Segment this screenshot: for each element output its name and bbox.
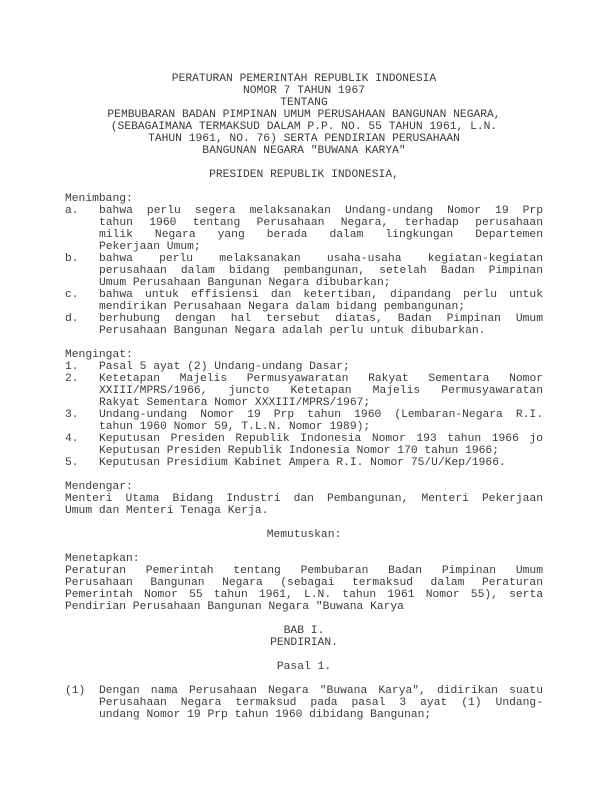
paragraph-text: Peraturan Pemerintah tentang Pembubaran Badan Pimpinan Umum — [65, 565, 543, 577]
item-text: Rakyat Sementara Nomor XXXIII/MPRS/1967; — [99, 397, 371, 409]
item-text: tahun 1960 Nomor 59, T.L.N. Nomor 1989); — [99, 421, 371, 433]
paragraph-text: Pendirian Perusahaan Bangunan Negara "Buwana Karya — [65, 601, 404, 613]
title-line-text: PERATURAN PEMERINTAH REPUBLIK INDONESIA — [171, 73, 437, 85]
title-line-text: NOMOR 7 TAHUN 1967 — [242, 85, 366, 97]
title-line — [65, 121, 543, 133]
salutation-line — [65, 169, 543, 181]
item-marker: 2. — [65, 373, 79, 385]
item-text: bahwa perlu segera melaksanakan Undang-undang Nomor 19 Prp — [99, 205, 543, 217]
list-item-line — [65, 229, 543, 241]
title-line — [65, 85, 543, 97]
title-line — [65, 73, 543, 85]
list-item-line — [65, 685, 543, 697]
blank-line — [65, 469, 543, 481]
title-line — [65, 109, 543, 121]
decision-heading-text: Memutuskan: — [266, 529, 342, 541]
item-marker: d. — [65, 313, 79, 325]
item-marker: 3. — [65, 409, 79, 421]
article-heading-text: Pasal 1. — [276, 661, 332, 673]
list-item-line — [65, 433, 543, 445]
item-text: Perusahaan Negara termaksud pada pasal 3 ayat (1) Undang- — [99, 697, 543, 709]
paragraph-text: Pemerintah Nomor 55 tahun 1961, L.N. tahun 1961 Nomor 55), serta — [65, 589, 543, 601]
item-marker: 5. — [65, 457, 79, 469]
item-text: milik Negara yang berada dalam lingkungan Departemen — [99, 229, 543, 241]
item-text: tahun 1960 tentang Perusahaan Negara, terhadap perusahaan — [99, 217, 543, 229]
item-text: Umum Perusahaan Bangunan Negara dibubarkan; — [99, 277, 391, 289]
section-label — [65, 553, 543, 565]
chapter-heading-line-text: BAB I. — [283, 625, 325, 637]
paragraph-line — [65, 589, 543, 601]
list-item-line — [65, 697, 543, 709]
list-item-line — [65, 385, 543, 397]
list-item-line — [65, 205, 543, 217]
paragraph-line — [65, 493, 543, 505]
blank-line — [65, 613, 543, 625]
item-marker: b. — [65, 253, 79, 265]
paragraph-line — [65, 601, 543, 613]
title-line — [65, 97, 543, 109]
section-label — [65, 349, 543, 361]
list-item-line — [65, 301, 543, 313]
item-marker: 1. — [65, 361, 79, 373]
item-text: bahwa perlu melaksanakan usaha-usaha kegiatan-kegiatan — [99, 253, 543, 265]
salutation-line-text: PRESIDEN REPUBLIK INDONESIA, — [209, 169, 399, 181]
section-label-text: Mengingat: — [65, 349, 133, 361]
section-label-text: Menimbang: — [65, 193, 133, 205]
item-text: Pasal 5 ayat (2) Undang-undang Dasar; — [99, 361, 350, 373]
item-marker: (1) — [65, 685, 86, 697]
article-heading — [65, 661, 543, 673]
list-item-line — [65, 241, 543, 253]
paragraph-line — [65, 577, 543, 589]
list-item-line — [65, 265, 543, 277]
item-text: Keputusan Presiden Republik Indonesia Nomor 170 tahun 1966; — [99, 445, 499, 457]
item-text: Ketetapan Majelis Permusyawaratan Rakyat Sementara Nomor — [99, 373, 543, 385]
blank-line — [65, 337, 543, 349]
blank-line — [65, 649, 543, 661]
item-text: Undang-undang Nomor 19 Prp tahun 1960 (Lembaran-Negara R.I. — [99, 409, 543, 421]
chapter-heading-line — [65, 625, 543, 637]
blank-line — [65, 541, 543, 553]
title-line — [65, 133, 543, 145]
list-item-line — [65, 409, 543, 421]
item-text: XXIII/MPRS/1966, juncto Ketetapan Majelis Permusyawaratan — [99, 385, 543, 397]
list-item-line — [65, 457, 543, 469]
list-item-line — [65, 361, 543, 373]
section-label — [65, 481, 543, 493]
blank-line — [65, 517, 543, 529]
list-item-line — [65, 289, 543, 301]
item-text: Dengan nama Perusahaan Negara "Buwana Karya", didirikan suatu — [99, 685, 543, 697]
list-item-line — [65, 373, 543, 385]
paragraph-text: Umum dan Menteri Tenaga Kerja. — [65, 505, 269, 517]
title-line-text: PEMBUBARAN BADAN PIMPINAN UMUM PERUSAHAAN BANGUNAN NEGARA, — [107, 109, 501, 121]
document-body — [65, 73, 543, 721]
paragraph-line — [65, 505, 543, 517]
list-item-line — [65, 709, 543, 721]
list-item-line — [65, 253, 543, 265]
list-item-line — [65, 313, 543, 325]
paragraph-line — [65, 565, 543, 577]
title-line-text: TAHUN 1961, NO. 76) SERTA PENDIRIAN PERUSAHAAN — [148, 133, 460, 145]
list-item-line — [65, 217, 543, 229]
blank-line — [65, 673, 543, 685]
item-marker: c. — [65, 289, 79, 301]
title-line-text: (SEBAGAIMANA TERMAKSUD DALAM P.P. NO. 55 TAHUN 1961, L.N. — [110, 121, 498, 133]
title-line-text: BANGUNAN NEGARA "BUWANA KARYA" — [202, 145, 406, 157]
item-text: Perusahaan Bangunan Negara adalah perlu untuk dibubarkan. — [99, 325, 486, 337]
item-marker: a. — [65, 205, 79, 217]
decision-heading — [65, 529, 543, 541]
item-text: bahwa untuk effisiensi dan ketertiban, dipandang perlu untuk — [99, 289, 543, 301]
section-label-text: Mendengar: — [65, 481, 133, 493]
item-text: mendirikan Perusahaan Negara dalam bidang pembangunan; — [99, 301, 466, 313]
item-text: Keputusan Presidium Kabinet Ampera R.I. Nomor 75/U/Kep/1966. — [99, 457, 506, 469]
list-item-line — [65, 277, 543, 289]
section-label — [65, 193, 543, 205]
chapter-heading-line-text: PENDIRIAN. — [270, 637, 338, 649]
list-item-line — [65, 445, 543, 457]
item-text: undang Nomor 19 Prp tahun 1960 dibidang Bangunan; — [99, 709, 432, 721]
blank-line — [65, 181, 543, 193]
title-line-text: TENTANG — [280, 97, 328, 109]
item-marker: 4. — [65, 433, 79, 445]
list-item-line — [65, 397, 543, 409]
item-text: Keputusan Presiden Republik Indonesia Nomor 193 tahun 1966 jo — [99, 433, 543, 445]
item-text: berhubung dengan hal tersebut diatas, Badan Pimpinan Umum — [99, 313, 543, 325]
paragraph-text: Menteri Utama Bidang Industri dan Pembangunan, Menteri Pekerjaan — [65, 493, 543, 505]
title-line — [65, 145, 543, 157]
list-item-line — [65, 421, 543, 433]
paragraph-text: Perusahaan Bangunan Negara (sebagai termaksud dalam Peraturan — [65, 577, 543, 589]
list-item-line — [65, 325, 543, 337]
chapter-heading-line — [65, 637, 543, 649]
item-text: perusahaan dalam bidang pembangunan, setelah Badan Pimpinan — [99, 265, 543, 277]
item-text: Pekerjaan Umum; — [99, 241, 201, 253]
blank-line — [65, 157, 543, 169]
section-label-text: Menetapkan: — [65, 553, 140, 565]
